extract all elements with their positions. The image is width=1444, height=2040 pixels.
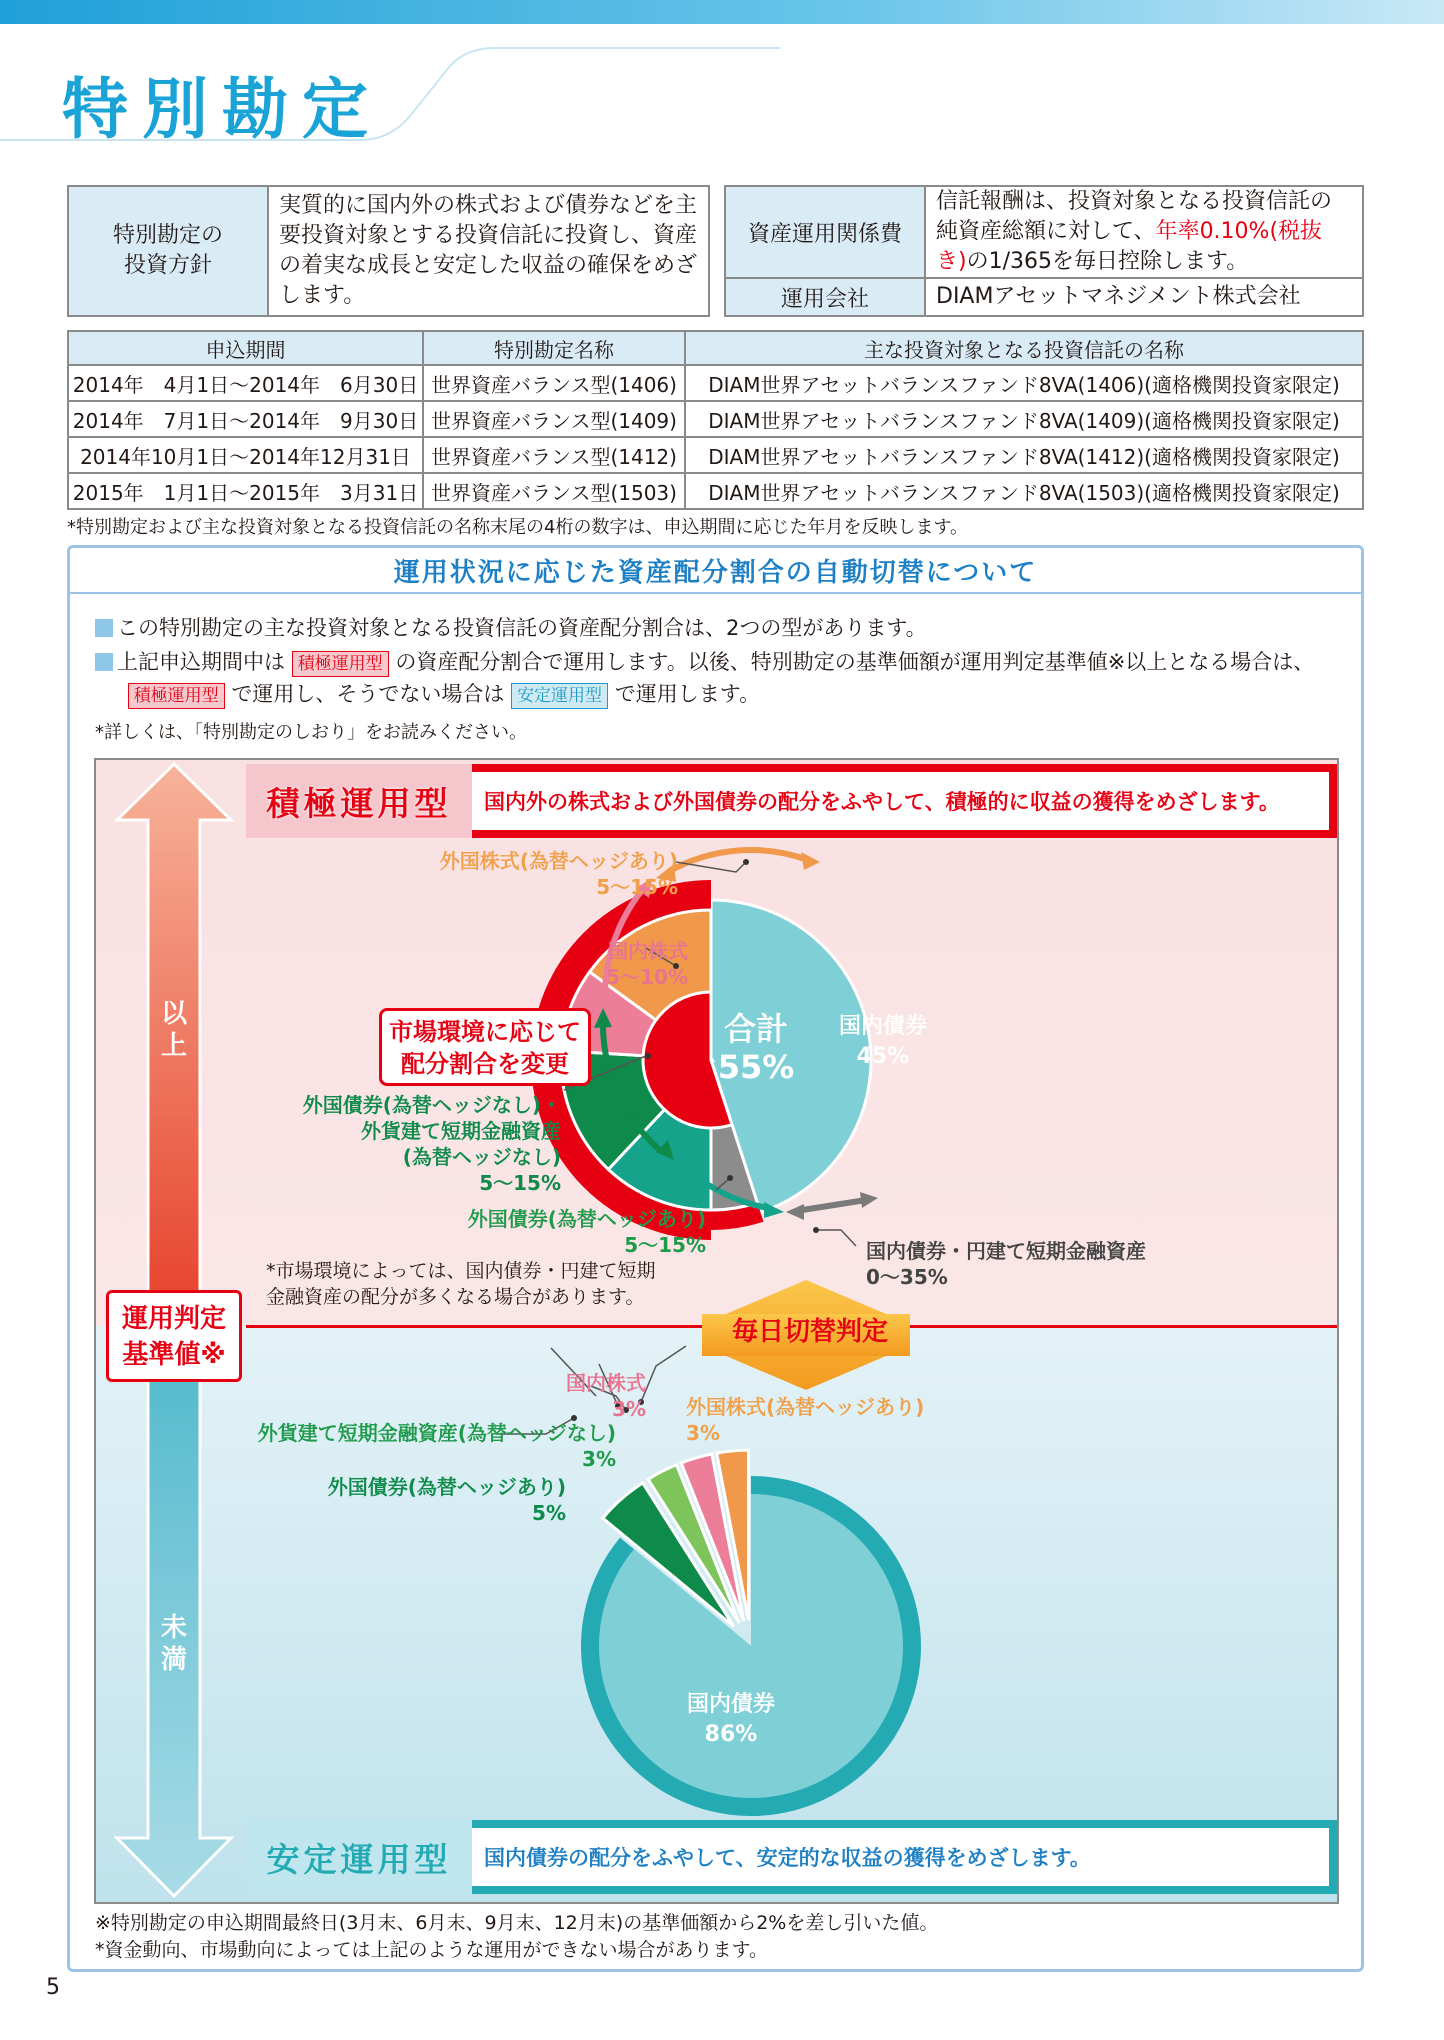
footnote-2: *資金動向、市場動向によっては上記のような運用ができない場合があります。 — [95, 1939, 768, 1961]
header-account-name: 特別勘定名称 — [423, 331, 685, 365]
active-fb-hedged-label: 外国債券(為替ヘッジあり) 5〜15% — [467, 1207, 706, 1257]
stable-domestic-stock-label: 国内株式 3% — [566, 1371, 646, 1421]
tag-stable: 安定運用型 — [511, 683, 608, 709]
total-label: 合計 55% — [717, 1010, 795, 1086]
page-title: 特別勘定 — [62, 71, 382, 148]
panel-heading: 運用状況に応じた資産配分割合の自動切替について — [70, 548, 1361, 594]
cell-fund: DIAM世界アセットバランスファンド8VA(1409)(適格機関投資家限定) — [685, 401, 1363, 437]
stable-type-desc: 国内債券の配分をふやして、安定的な収益の獲得をめざします。 — [472, 1828, 1329, 1886]
bullet-2: 上記申込期間中は 積極運用型 の資産配分割合で運用します。以後、特別勘定の基準価額が運用判定基準値※以上となる場合は、 積極運用型 で運用し、そうでない場合は 安定運用型 で運用します。 — [95, 646, 1345, 710]
panel-note: *詳しくは、「特別勘定のしおり」をお読みください。 — [95, 722, 527, 743]
table-row — [68, 473, 1363, 509]
basis-value-box: 運用判定 基準値※ — [106, 1290, 242, 1382]
active-domestic-stock-label: 国内株式 5〜10% — [606, 939, 688, 989]
cell-fund: DIAM世界アセットバランスファンド8VA(1406)(適格機関投資家限定) — [685, 365, 1363, 401]
active-dom-bond-label: 国内債券 45% — [838, 1014, 927, 1069]
bullet-square-icon — [95, 653, 113, 671]
market-change-callout: 市場環境に応じて 配分割合を変更 — [379, 1008, 591, 1086]
active-fb-unhedged-label: 外国債券(為替ヘッジなし)・ 外貨建て短期金融資産 (為替ヘッジなし) 5〜15% — [302, 1093, 561, 1195]
cell-period: 2014年 4月1日〜2014年 6月30日 — [68, 365, 423, 401]
tag-active: 積極運用型 — [128, 683, 225, 709]
cell-fund: DIAM世界アセットバランスファンド8VA(1412)(適格機関投資家限定) — [685, 437, 1363, 473]
cell-account: 世界資産バランス型(1412) — [423, 437, 685, 473]
top-color-bar — [0, 0, 1444, 24]
active-type-name: 積極運用型 — [246, 764, 472, 838]
cell-account: 世界資産バランス型(1409) — [423, 401, 685, 437]
periods-table — [67, 330, 1364, 510]
table-note: *特別勘定および主な投資対象となる投資信託の名称末尾の4桁の数字は、申込期間に応じた年月を反映します。 — [67, 517, 969, 538]
table-header-row — [68, 331, 1363, 365]
below-label: 未満 — [160, 1613, 187, 1675]
title-area — [0, 24, 800, 149]
policy-label: 特別勘定の 投資方針 — [69, 187, 269, 315]
allocation-diagram — [94, 758, 1339, 1904]
investment-policy-box — [67, 185, 710, 317]
active-foreign-stock-label: 外国株式(為替ヘッジあり) 5〜15% — [439, 849, 678, 899]
active-type-desc: 国内外の株式および外国債券の配分をふやして、積極的に収益の獲得をめざします。 — [472, 772, 1329, 830]
market-note: *市場環境によっては、国内債券・円建て短期 金融資産の配分が多くなる場合があります。 — [266, 1260, 656, 1308]
cell-period: 2015年 1月1日〜2015年 3月31日 — [68, 473, 423, 509]
stable-type-name: 安定運用型 — [246, 1820, 472, 1894]
header-fund-name: 主な投資対象となる投資信託の名称 — [685, 331, 1363, 365]
stable-fx-short-label: 外貨建て短期金融資産(為替ヘッジなし) 3% — [257, 1421, 616, 1471]
stable-foreign-stock-label: 外国株式(為替ヘッジあり) 3% — [686, 1395, 925, 1445]
active-dom-short-label: 国内債券・円建て短期金融資産 0〜35% — [866, 1239, 1146, 1289]
footnote-1: ※特別勘定の申込期間最終日(3月末、6月末、9月末、12月末)の基準価額から2%を差し引いた値。 — [95, 1912, 939, 1934]
table-row — [68, 401, 1363, 437]
cost-box — [724, 185, 1364, 317]
page-number: 5 — [46, 1975, 60, 2000]
table-row — [68, 365, 1363, 401]
company-value: DIAMアセットマネジメント株式会社 — [936, 284, 1301, 309]
allocation-switch-panel — [67, 545, 1364, 1972]
cell-account: 世界資産バランス型(1406) — [423, 365, 685, 401]
table-row — [68, 437, 1363, 473]
company-label: 運用会社 — [726, 279, 926, 315]
daily-switch-label: 毎日切替判定 — [731, 1317, 888, 1347]
tag-active: 積極運用型 — [292, 651, 389, 677]
bullet-square-icon — [95, 619, 113, 637]
stable-fb-hedged-label: 外国債券(為替ヘッジあり) 5% — [327, 1475, 566, 1525]
stable-dom-bond-label: 国内債券 86% — [686, 1692, 775, 1747]
header-period: 申込期間 — [68, 331, 423, 365]
bullet-1: この特別勘定の主な投資対象となる投資信託の資産配分割合は、2つの型があります。 — [95, 612, 927, 644]
cell-fund: DIAM世界アセットバランスファンド8VA(1503)(適格機関投資家限定) — [685, 473, 1363, 509]
cell-account: 世界資産バランス型(1503) — [423, 473, 685, 509]
above-label: 以上 — [160, 999, 187, 1061]
cell-period: 2014年 7月1日〜2014年 9月30日 — [68, 401, 423, 437]
policy-text: 実質的に国内外の株式および債券などを主要投資対象とする投資信託に投資し、資産の着実な成長と安定した収益の確保をめざします。 — [279, 193, 698, 308]
fee-label: 資産運用関係費 — [726, 187, 926, 277]
cell-period: 2014年10月1日〜2014年12月31日 — [68, 437, 423, 473]
stable-type-header — [246, 1820, 1337, 1894]
fee-text: 信託報酬は、投資対象となる投資信託の純資産総額に対して、年率0.10%(税抜き)の1/365を毎日控除します。 — [936, 189, 1333, 274]
